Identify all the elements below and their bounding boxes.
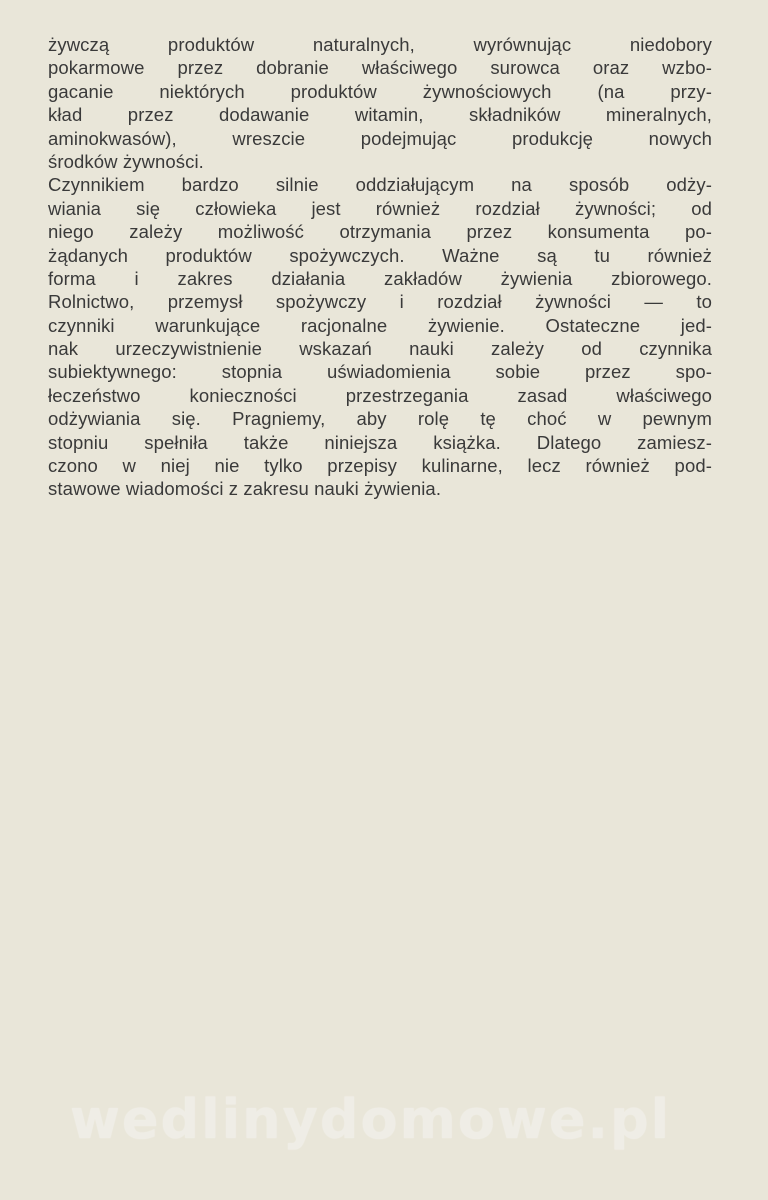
text-line: odżywiania się. Pragniemy, aby rolę tę choć w pewnym	[48, 408, 712, 430]
text-line: stawowe wiadomości z zakresu nauki żywienia.	[48, 478, 442, 500]
text-line: Czynnikiem bardzo silnie oddziałującym na sposób odży-	[48, 174, 712, 196]
text-line: żywczą produktów naturalnych, wyrównując niedobory	[48, 34, 712, 55]
text-line: niego zależy możliwość otrzymania przez konsumenta po-	[48, 221, 712, 243]
text-line: wiania się człowieka jest również rozdział żywności; od	[48, 197, 712, 219]
text-line: żądanych produktów spożywczych. Ważne są tu również	[48, 244, 712, 266]
text-line: czono w niej nie tylko przepisy kulinarne, lecz również pod-	[48, 455, 712, 477]
text-line: stopniu spełniła także niniejsza książka. Dlatego zamiesz-	[48, 431, 712, 453]
text-line: środków żywności.	[48, 150, 204, 172]
text-line: subiektywnego: stopnia uświadomienia sobie przez spo-	[48, 361, 712, 383]
body-text	[48, 33, 712, 501]
text-line: łeczeństwo konieczności przestrzegania zasad właściwego	[48, 384, 712, 406]
text-line: pokarmowe przez dobranie właściwego surowca oraz wzbo-	[48, 57, 712, 79]
text-line: aminokwasów), wreszcie podejmując produkcję nowych	[48, 127, 712, 149]
text-line: kład przez dodawanie witamin, składników mineralnych,	[48, 104, 712, 126]
text-line: gacanie niektórych produktów żywnościowych (na przy-	[48, 80, 712, 102]
text-line: czynniki warunkujące racjonalne żywienie. Ostateczne jed-	[48, 314, 712, 336]
watermark: wedlinydomowe.pl	[70, 1088, 672, 1151]
text-line: nak urzeczywistnienie wskazań nauki zależy od czynnika	[48, 338, 712, 360]
text-line: Rolnictwo, przemysł spożywczy i rozdział żywności — to	[48, 291, 712, 313]
text-line: forma i zakres działania zakładów żywienia zbiorowego.	[48, 267, 712, 289]
